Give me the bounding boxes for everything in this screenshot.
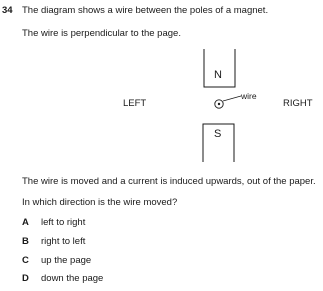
question-followup: The wire is moved and a current is induced upwards, out of the paper. [22,176,316,187]
wire-leader-line [223,96,241,101]
right-label: RIGHT [283,98,313,109]
south-pole-label: S [214,128,222,140]
left-label: LEFT [123,98,147,109]
option-b-text: right to left [41,236,86,247]
question-stem: The diagram shows a wire between the poles of a magnet. [22,5,269,16]
option-c-letter: C [22,255,29,266]
north-pole-outline [204,49,235,87]
wire-dot [218,103,220,105]
option-d-text: down the page [41,273,104,284]
wire-label: wire [241,91,257,101]
option-b-letter: B [22,236,29,247]
question-number: 34 [2,5,13,16]
option-d-letter: D [22,273,29,284]
option-a-letter: A [22,217,29,228]
north-pole-label: N [214,69,222,81]
option-a-text: left to right [41,217,86,228]
question-note: The wire is perpendicular to the page. [22,28,181,39]
option-c-text: up the page [41,255,92,266]
question-prompt: In which direction is the wire moved? [22,197,178,208]
